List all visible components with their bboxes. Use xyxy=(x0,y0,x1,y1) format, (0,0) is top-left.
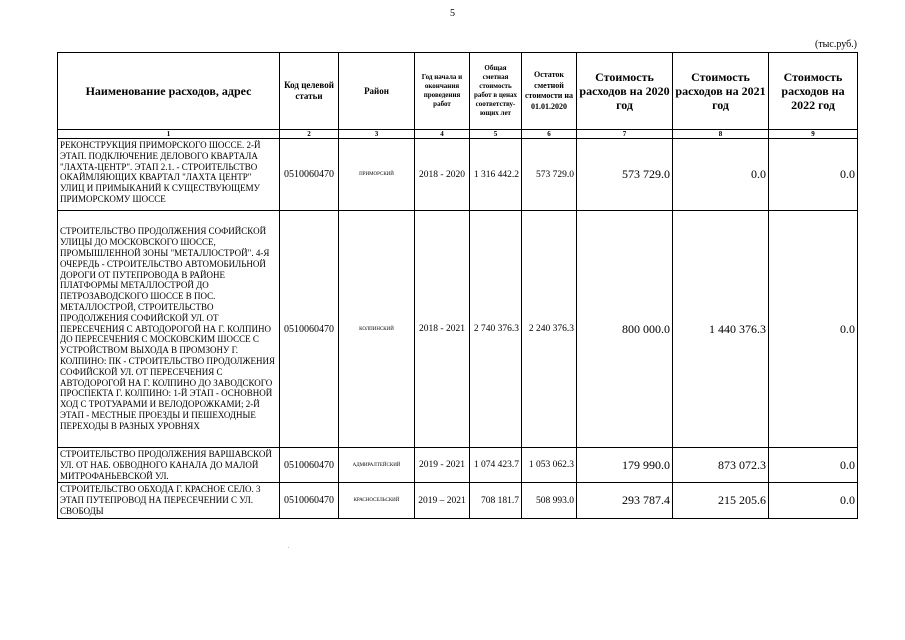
scan-speck xyxy=(288,547,289,548)
row-2020: 573 729.0 xyxy=(577,139,673,211)
column-number: 4 xyxy=(415,130,470,139)
row-district: ПРИМОРСКИЙ xyxy=(339,139,415,211)
header-2020: Стоимость расходов на 2020 год xyxy=(577,53,673,130)
row-2022: 0.0 xyxy=(769,483,858,518)
row-years: 2019 – 2021 xyxy=(415,483,470,518)
header-district: Район xyxy=(339,53,415,130)
expenses-table xyxy=(57,52,858,519)
header-2021: Стоимость расходов на 2021 год xyxy=(673,53,769,130)
row-total-cost: 1 074 423.7 xyxy=(470,448,522,483)
row-2021: 1 440 376.3 xyxy=(673,211,769,448)
table-row xyxy=(58,139,858,211)
row-district: КРАСНОСЕЛЬСКИЙ xyxy=(339,483,415,518)
row-2021: 873 072.3 xyxy=(673,448,769,483)
row-2020: 179 990.0 xyxy=(577,448,673,483)
row-remaining: 1 053 062.3 xyxy=(522,448,577,483)
column-number: 8 xyxy=(673,130,769,139)
header-2022: Стоимость расходов на 2022 год xyxy=(769,53,858,130)
column-number: 5 xyxy=(470,130,522,139)
header-code: Код целевой статьи xyxy=(280,53,339,130)
row-code: 0510060470 xyxy=(280,483,339,518)
column-number: 2 xyxy=(280,130,339,139)
row-code: 0510060470 xyxy=(280,211,339,448)
row-2021: 215 205.6 xyxy=(673,483,769,518)
column-number: 9 xyxy=(769,130,858,139)
header-row xyxy=(58,53,858,130)
table-row xyxy=(58,211,858,448)
row-years: 2018 - 2021 xyxy=(415,211,470,448)
row-name: СТРОИТЕЛЬСТВО ОБХОДА Г. КРАСНОЕ СЕЛО. 3 ЭТАП ПУТЕПРОВОД НА ПЕРЕСЕЧЕНИИ С УЛ. СВОБОДЫ xyxy=(58,483,280,518)
row-2022: 0.0 xyxy=(769,139,858,211)
header-total-cost: Общая сметная стоимость работ в ценах соответству-ющих лет xyxy=(470,53,522,130)
row-2022: 0.0 xyxy=(769,211,858,448)
row-name: СТРОИТЕЛЬСТВО ПРОДОЛЖЕНИЯ ВАРШАВСКОЙ УЛ. ОТ НАБ. ОБВОДНОГО КАНАЛА ДО МАЛОЙ МИТРОФАНЬЕВСКОЙ УЛ. xyxy=(58,448,280,483)
row-name: СТРОИТЕЛЬСТВО ПРОДОЛЖЕНИЯ СОФИЙСКОЙ УЛИЦЫ ДО МОСКОВСКОГО ШОССЕ, ПРОМЫШЛЕННОЙ ЗОНЫ "МЕТАЛЛОСТРОЙ". 4-Я ОЧЕРЕДЬ - СТРОИТЕЛЬСТВО АВТОМОБИЛЬНОЙ ДОРОГИ ОТ ПУТЕПРОВОДА В РАЙОНЕ ПЛАТФОРМЫ МЕТАЛЛОСТРОЙ ДО ПЕТРОЗАВОДСКОГО ШОССЕ В ПОС. МЕТАЛЛОСТРОЙ, СТРОИТЕЛЬСТВО ПРОДОЛЖЕНИЯ СОФИЙСКОЙ УЛ. ОТ ПЕРЕСЕЧЕНИЯ С АВТОДОРОГОЙ НА Г. КОЛПИНО ДО ПЕРЕСЕЧЕНИЯ С МОСКОВСКИМ ШОССЕ С УСТРОЙСТВОМ ВЫХОДА В ПРОМЗОНУ Г. КОЛПИНО: ПК - СТРОИТЕЛЬСТВО ПРОДОЛЖЕНИЯ СОФИЙСКОЙ УЛ. ОТ ПЕРЕСЕЧЕНИЯ С АВТОДОРОГОЙ НА Г. КОЛПИНО ДО ЗАВОДСКОГО ПРОСПЕКТА Г. КОЛПИНО: 1-Й ЭТАП - ОСНОВНОЙ ХОД С ТРОТУАРАМИ И ВЕЛОДОРОЖКАМИ; 2-Й ЭТАП - МЕСТНЫЕ ПРОЕЗДЫ И ПЕШЕХОДНЫЕ ПЕРЕХОДЫ В РАЗНЫХ УРОВНЯХ xyxy=(58,211,280,448)
row-code: 0510060470 xyxy=(280,448,339,483)
column-number: 1 xyxy=(58,130,280,139)
table-row xyxy=(58,483,858,518)
row-years: 2018 - 2020 xyxy=(415,139,470,211)
row-2022: 0.0 xyxy=(769,448,858,483)
table-row xyxy=(58,448,858,483)
row-remaining: 508 993.0 xyxy=(522,483,577,518)
row-2021: 0.0 xyxy=(673,139,769,211)
page-number: 5 xyxy=(450,8,455,19)
row-total-cost: 2 740 376.3 xyxy=(470,211,522,448)
column-number: 6 xyxy=(522,130,577,139)
row-name: РЕКОНСТРУКЦИЯ ПРИМОРСКОГО ШОССЕ. 2-Й ЭТАП. ПОДКЛЮЧЕНИЕ ДЕЛОВОГО КВАРТАЛА "ЛАХТА-ЦЕНТР". ЭТАП 2.1. - СТРОИТЕЛЬСТВО ОКАЙМЛЯЮЩИХ КВАРТАЛ "ЛАХТА ЦЕНТР" УЛИЦ И ПРИМЫКАНИЙ К СУЩЕСТВУЮЩЕМУ ПРИМОРСКОМУ ШОССЕ xyxy=(58,139,280,211)
column-number-row xyxy=(58,130,858,139)
unit-note: (тыс.руб.) xyxy=(814,39,857,50)
header-name: Наименование расходов, адрес xyxy=(58,53,280,130)
row-district: АДМИРАЛТЕЙСКИЙ xyxy=(339,448,415,483)
column-number: 7 xyxy=(577,130,673,139)
row-code: 0510060470 xyxy=(280,139,339,211)
header-remaining: Остаток сметной стоимости на 01.01.2020 xyxy=(522,53,577,130)
row-total-cost: 1 316 442.2 xyxy=(470,139,522,211)
row-years: 2019 - 2021 xyxy=(415,448,470,483)
row-total-cost: 708 181.7 xyxy=(470,483,522,518)
row-remaining: 2 240 376.3 xyxy=(522,211,577,448)
row-2020: 293 787.4 xyxy=(577,483,673,518)
header-years: Год начала и окончания проведения работ xyxy=(415,53,470,130)
row-remaining: 573 729.0 xyxy=(522,139,577,211)
column-number: 3 xyxy=(339,130,415,139)
row-district: КОЛПИНСКИЙ xyxy=(339,211,415,448)
row-2020: 800 000.0 xyxy=(577,211,673,448)
